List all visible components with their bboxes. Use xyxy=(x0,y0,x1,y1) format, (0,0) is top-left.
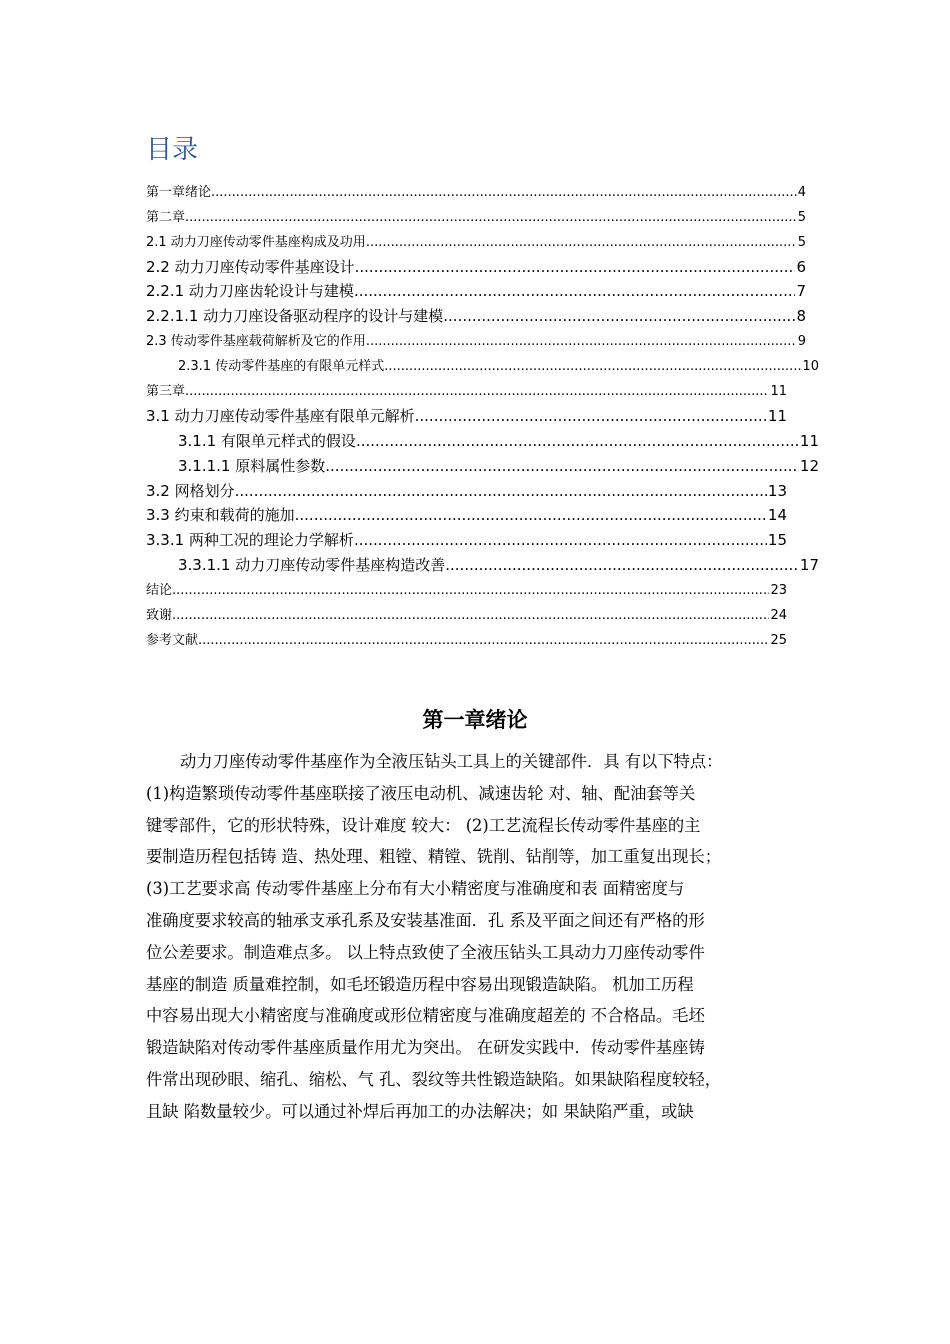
toc-entry-text: 第三章 xyxy=(146,384,186,400)
toc-leader-dots xyxy=(325,455,799,477)
toc-leader-dots xyxy=(355,256,796,278)
toc-entry[interactable] xyxy=(146,327,806,352)
toc-entry-page: 23 xyxy=(770,583,787,599)
toc-entry-page: 24 xyxy=(770,608,787,624)
toc-entry-text: 参考文献 xyxy=(146,632,199,648)
toc-entry-text: 2.2.1 动力刀座齿轮设计与建模 xyxy=(146,282,354,301)
body-line: 基座的制造 质量难控制，如毛坯锻造历程中容易出现锻造缺陷。 机加工历程 xyxy=(146,974,694,994)
toc-leader-dots xyxy=(443,305,795,327)
toc-entry-page: 6 xyxy=(796,257,806,276)
toc-entry-page: 5 xyxy=(797,234,806,250)
toc-entry-text: 3.1 动力刀座传动零件基座有限单元解析 xyxy=(146,406,415,425)
toc-entry[interactable] xyxy=(146,427,819,452)
toc-entry-page: 14 xyxy=(767,506,787,525)
toc-leader-dots xyxy=(295,504,767,526)
body-line: 件常出现砂眼、缩孔、缩松、气 孔、裂纹等共性锻造缺陷。如果缺陷程度较轻， xyxy=(146,1069,722,1089)
toc-entry[interactable] xyxy=(146,228,806,253)
toc-leader-dots xyxy=(366,332,797,352)
body-line: (3)工艺要求高 传动零件基座上分布有大小精密度与准确度和表 面精密度与 xyxy=(146,879,685,899)
toc-leader-dots xyxy=(172,606,769,626)
chapter-heading: 第一章绪论 xyxy=(422,708,528,732)
toc-entry-text: 3.2 网格划分 xyxy=(146,481,235,500)
toc-entry-text: 2.2.1.1 动力刀座设备驱动程序的设计与建模 xyxy=(146,307,444,326)
toc-entry-page: 5 xyxy=(797,209,806,225)
toc-leader-dots xyxy=(185,382,769,402)
toc-leader-dots xyxy=(172,581,769,601)
toc-leader-dots xyxy=(415,405,767,427)
toc-entry[interactable] xyxy=(146,402,787,427)
body-line: 且缺 陷数量较少。可以通过补焊后再加工的办法解决；如 果缺陷严重，或缺 xyxy=(146,1101,694,1121)
toc-entry[interactable] xyxy=(146,601,787,626)
toc-entry-page: 25 xyxy=(770,632,787,648)
toc-leader-dots xyxy=(356,430,799,452)
toc-leader-dots xyxy=(366,233,797,253)
toc-entry[interactable] xyxy=(146,551,819,576)
toc-entry-text: 2.1 动力刀座传动零件基座构成及功用 xyxy=(146,234,366,250)
toc-entry-text: 3.1.1.1 原料属性参数 xyxy=(178,456,326,475)
toc-entry-page: 17 xyxy=(799,556,819,575)
toc-entry[interactable] xyxy=(146,278,806,303)
toc-entry-page: 8 xyxy=(796,307,806,326)
toc-entry-text: 2.2 动力刀座传动零件基座设计 xyxy=(146,257,355,276)
toc-title: 目录 xyxy=(146,135,199,165)
toc-entry-page: 12 xyxy=(799,456,819,475)
toc-entry[interactable] xyxy=(146,178,806,203)
toc-entry[interactable] xyxy=(146,526,787,551)
toc-entry-text: 3.3.1 两种工况的理论力学解析 xyxy=(146,531,354,550)
body-line: 动力刀座传动零件基座作为全液压钻头工具上的关键部件．具 有以下特点： xyxy=(180,752,723,771)
toc-entry-page: 15 xyxy=(767,531,787,550)
body-line: 准确度要求较高的轴承支承孔系及安装基准面．孔 系及平面之间还有严格的形 xyxy=(146,910,705,930)
body-line: 要制造历程包括铸 造、热处理、粗镗、精镗、铣削、钻削等，加工重复出现长； xyxy=(146,847,722,867)
chapter-body-paragraph xyxy=(146,746,826,1128)
toc-entry[interactable] xyxy=(146,302,806,327)
toc-entry-text: 2.3.1 传动零件基座的有限单元样式 xyxy=(178,359,385,375)
toc-entry[interactable] xyxy=(146,452,819,477)
toc-entry-text: 第一章绪论 xyxy=(146,184,212,200)
toc-entry-page: 7 xyxy=(796,282,806,301)
body-line: 锻造缺陷对传动零件基座质量作用尤为突出。 在研发实践中．传动零件基座铸 xyxy=(146,1038,705,1058)
toc-leader-dots xyxy=(384,357,801,377)
toc-entry-text: 3.3.1.1 动力刀座传动零件基座构造改善 xyxy=(178,556,446,575)
body-line: (1)构造繁琐传动零件基座联接了液压电动机、减速齿轮 对、轴、配油套等关 xyxy=(146,783,696,803)
toc-leader-dots xyxy=(185,208,797,228)
toc-entry[interactable] xyxy=(146,502,787,527)
toc-entry-text: 3.3 约束和载荷的施加 xyxy=(146,506,295,525)
toc-entry[interactable] xyxy=(146,626,787,651)
toc-leader-dots xyxy=(354,280,796,302)
toc-entry-text: 致谢 xyxy=(146,608,173,624)
toc-leader-dots xyxy=(354,529,767,551)
toc-entry-page: 11 xyxy=(770,384,787,400)
toc-entry[interactable] xyxy=(146,253,806,278)
toc-entry-text: 2.3 传动零件基座载荷解析及它的作用 xyxy=(146,334,366,350)
toc-entry[interactable] xyxy=(146,203,806,228)
toc-entry-text: 第二章 xyxy=(146,209,186,225)
toc-entry-page: 9 xyxy=(797,334,806,350)
body-line: 位公差要求。制造难点多。 以上特点致使了全液压钻头工具动力刀座传动零件 xyxy=(146,942,705,962)
toc-entry[interactable] xyxy=(146,477,787,502)
toc-entry-page: 10 xyxy=(802,359,819,375)
body-line: 键零部件，它的形状特殊，设计难度 较大： (2)工艺流程长传动零件基座的主 xyxy=(146,815,701,835)
toc-entry-page: 11 xyxy=(767,406,787,425)
body-line: 中容易出现大小精密度与准确度或形位精密度与准确度超差的 不合格品。毛坯 xyxy=(146,1006,705,1026)
toc-entry-text: 3.1.1 有限单元样式的假设 xyxy=(178,431,356,450)
toc-entry-text: 结论 xyxy=(146,583,173,599)
toc-entry[interactable] xyxy=(146,377,787,402)
toc-entry-page: 13 xyxy=(767,481,787,500)
table-of-contents xyxy=(146,178,819,651)
toc-entry-page: 4 xyxy=(797,184,806,200)
toc-entry-page: 11 xyxy=(799,431,819,450)
toc-leader-dots xyxy=(211,183,797,203)
toc-entry[interactable] xyxy=(146,352,819,377)
toc-leader-dots xyxy=(235,480,767,502)
toc-leader-dots xyxy=(198,631,769,651)
toc-leader-dots xyxy=(445,554,799,576)
toc-entry[interactable] xyxy=(146,576,787,601)
